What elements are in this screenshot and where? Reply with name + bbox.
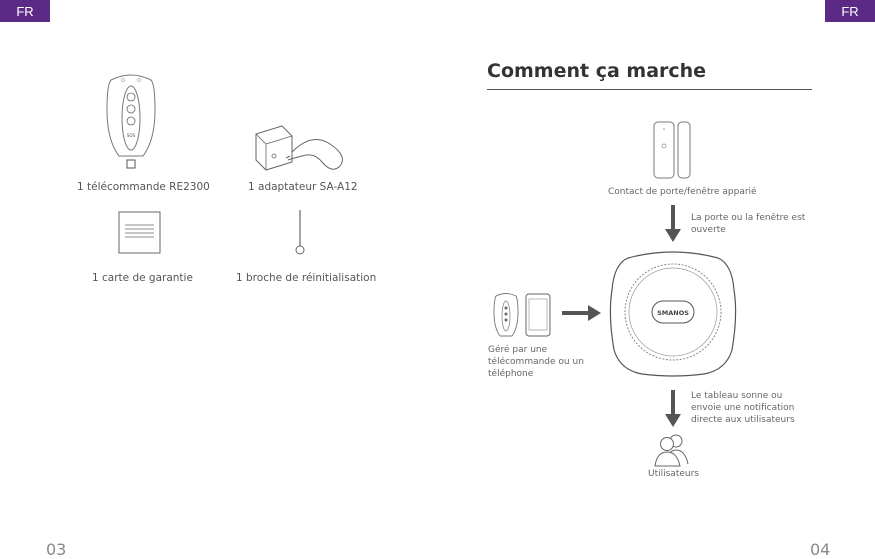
reset-pin-illustration [294, 208, 306, 256]
remote-control-illustration [105, 70, 157, 172]
sensor-caption: Contact de porte/fenêtre apparié [608, 187, 757, 197]
warranty-card-illustration [118, 211, 162, 255]
item-label-adapter: 1 adaptateur SA-A12 [248, 181, 358, 193]
page-number-left: 03 [46, 540, 67, 559]
adapter-illustration [252, 122, 352, 174]
remote-caption: Géré par une télécommande ou un téléphone [488, 345, 584, 379]
page-number-right: 04 [810, 540, 831, 559]
item-label-reset-pin: 1 broche de réinitialisation [236, 272, 377, 284]
item-label-warranty-card: 1 carte de garantie [92, 272, 193, 284]
door-open-text: La porte ou la fenêtre est ouverte [691, 213, 806, 235]
alarm-text: Le tableau sonne ou envoie une notification directe aux utilisateurs [691, 391, 795, 425]
arrow-down-icon [664, 390, 682, 428]
language-tab-right: FR [825, 0, 875, 22]
door-window-sensor-illustration [652, 120, 696, 182]
arrow-right-icon [562, 305, 602, 321]
title-underline [487, 89, 812, 90]
hub-logo: SMANOS [657, 309, 689, 317]
page-title: Comment ça marche [487, 60, 707, 82]
arrow-down-icon [664, 205, 682, 243]
users-icon [652, 432, 692, 468]
alarm-hub-illustration [608, 250, 738, 380]
remote-and-phone-illustration [492, 292, 552, 340]
svg-text:SOS: SOS [126, 133, 136, 138]
language-tab-left: FR [0, 0, 50, 22]
users-caption: Utilisateurs [648, 469, 699, 479]
item-label-remote: 1 télécommande RE2300 [77, 181, 210, 193]
